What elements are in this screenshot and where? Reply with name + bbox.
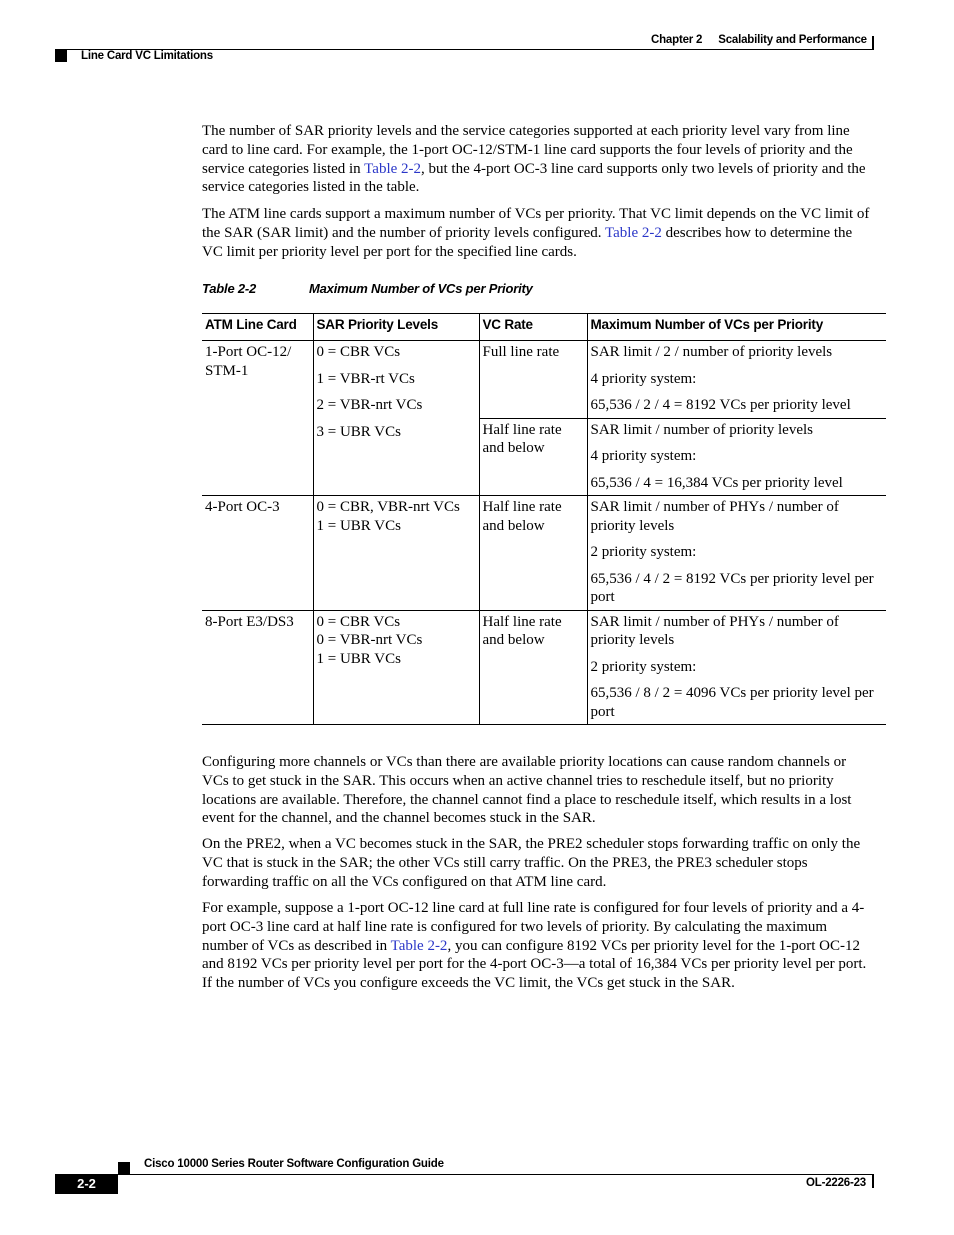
vc-rate-text: Half line rate (482, 421, 562, 438)
max-vcs-text: 65,536 / 4 = 16,384 VCs per priority level (590, 474, 843, 491)
priority-level: 0 = VBR-nrt VCs (316, 632, 423, 648)
table-row (202, 496, 886, 611)
max-vcs-text: 4 priority system: (590, 370, 697, 387)
paragraph-text: Configuring more channels or VCs than there are available priority locations can cause random channels or VCs to get stuck in the SAR. This occurs when an active channel tries to reschedule itself, but no priority locations are available. Therefore, the channel cannot find a place to reschedule itself, which results in a lost event for the channel, and the channel becomes stuck in the SAR. (202, 754, 852, 827)
table-body (202, 341, 886, 725)
cell-vc-rate (479, 496, 587, 611)
paragraph-text: describes how to determine the VC limit per priority level per port for the specified line cards. (202, 224, 853, 260)
cell-vc-rate (479, 610, 587, 725)
chapter-title: Scalability and Performance (718, 34, 867, 46)
header-square-marker (55, 50, 67, 62)
max-vcs-text: 4 priority system: (590, 448, 697, 464)
vc-priority-table (202, 313, 886, 725)
vc-rate-text: and below (482, 440, 545, 456)
max-vcs-text: SAR limit / number of PHYs / number of priority levels (590, 613, 839, 648)
priority-level: 1 = UBR VCs (316, 517, 401, 534)
paragraph-4 (202, 835, 874, 891)
paragraph-text: , you can configure 8192 VCs per priority level for the 1-port OC-12 and 8192 VCs per priority level per port for the 4-port OC-3—a total of 16,384 VCs per priority level per port. If the number of VCs you configure exceeds the VC limit, the VCs get stuck in the SAR. (202, 937, 867, 992)
cell-line-card (202, 341, 313, 496)
priority-level: 2 = VBR-nrt VCs (316, 397, 423, 413)
vc-rate-text: and below (482, 517, 545, 534)
priority-level: 0 = CBR VCs (316, 344, 401, 360)
footer-square-marker (118, 1162, 130, 1174)
paragraph-text: , but the 4-port OC-3 line card supports only two levels of priority and the service categories listed in the table. (202, 160, 866, 196)
max-vcs-text: 65,536 / 4 / 2 = 8192 VCs per priority level per port (590, 570, 874, 605)
cell-vc-rate (479, 341, 587, 419)
footer-guide-title: Cisco 10000 Series Router Software Configuration Guide (144, 1158, 444, 1170)
cell-max-vcs (587, 610, 886, 725)
header-sar-priority-levels: SAR Priority Levels (313, 314, 479, 341)
page-number: 2-2 (55, 1174, 118, 1194)
table-caption-number: Table 2-2 (202, 281, 257, 296)
table-row (202, 610, 886, 725)
priority-level: 0 = CBR VCs (316, 613, 401, 630)
table-2-2-link[interactable]: Table 2-2 (390, 937, 448, 954)
header-tick-mark (872, 36, 874, 50)
chapter-label: Chapter 2 (651, 34, 703, 46)
max-vcs-text: SAR limit / number of priority levels (590, 421, 813, 438)
paragraph-text: On the PRE2, when a VC becomes stuck in the SAR, the PRE2 scheduler stops forwarding traffic on only the VC that is stuck in the SAR; the other VCs still carry traffic. On the PRE3, the PRE3 scheduler stops forwarding traffic on all the VCs configured on that ATM line card. (202, 836, 861, 890)
paragraph-2 (202, 205, 874, 261)
max-vcs-text: 2 priority system: (590, 658, 697, 675)
paragraph-3 (202, 753, 874, 828)
cell-max-vcs (587, 496, 886, 611)
cell-line-card (202, 496, 313, 611)
max-vcs-text: SAR limit / 2 / number of priority levels (590, 344, 833, 360)
header-max-vcs-per-priority: Maximum Number of VCs per Priority (587, 314, 886, 341)
footer-rule (118, 1174, 874, 1175)
table-2-2-link[interactable]: Table 2-2 (364, 160, 422, 177)
vc-rate-text: Half line rate (482, 499, 562, 515)
priority-level: 1 = UBR VCs (316, 650, 401, 667)
header-atm-line-card: ATM Line Card (202, 314, 313, 341)
max-vcs-text: 65,536 / 2 / 4 = 8192 VCs per priority level (590, 397, 851, 413)
vc-rate-text: Half line rate (482, 613, 562, 630)
vc-rate-text: Full line rate (482, 344, 560, 360)
cell-priority-levels (313, 341, 479, 496)
cell-vc-rate (479, 418, 587, 496)
line-card-name: 4-Port OC-3 (205, 499, 280, 515)
paragraph-text: The ATM line cards support a maximum number of VCs per priority. That VC limit depends on the VC limit of the SAR (SAR limit) and the number of priority levels configured. (202, 206, 870, 241)
paragraph-1 (202, 122, 874, 197)
max-vcs-text: SAR limit / number of PHYs / number of priority levels (590, 499, 839, 534)
header-vc-rate: VC Rate (479, 314, 587, 341)
table-caption-title: Maximum Number of VCs per Priority (309, 281, 533, 296)
priority-level: 3 = UBR VCs (316, 423, 401, 440)
paragraph-text: For example, suppose a 1-port OC-12 line card at full line rate is configured for four levels of priority and a 4-port OC-3 line card at half line rate is configured for two levels of priority. By calculating the maximum number of VCs as described in (202, 900, 865, 954)
footer-tick-mark (872, 1175, 874, 1188)
table-caption (202, 281, 533, 296)
line-card-name: 8-Port E3/DS3 (205, 613, 294, 630)
cell-max-vcs (587, 418, 886, 496)
vc-rate-text: and below (482, 632, 545, 648)
cell-line-card (202, 610, 313, 725)
line-card-name: 1-Port OC-12/ (205, 344, 292, 360)
table-header-row (202, 314, 886, 341)
cell-priority-levels (313, 496, 479, 611)
table-row (202, 341, 886, 419)
paragraph-5 (202, 899, 874, 993)
running-header-chapter (651, 34, 867, 46)
line-card-name: STM-1 (205, 362, 249, 379)
footer-doc-number: OL-2226-23 (806, 1177, 867, 1189)
max-vcs-text: 2 priority system: (590, 544, 697, 560)
section-title: Line Card VC Limitations (81, 50, 213, 62)
cell-max-vcs (587, 341, 886, 419)
table-2-2-link[interactable]: Table 2-2 (605, 224, 662, 241)
paragraph-text: The number of SAR priority levels and the service categories supported at each priority level vary from line card to line card. For example, the 1-port OC-12/STM-1 line card supports the four levels of priority and the service categories listed in (202, 123, 853, 177)
priority-level: 1 = VBR-rt VCs (316, 370, 415, 387)
priority-level: 0 = CBR, VBR-nrt VCs (316, 499, 460, 515)
cell-priority-levels (313, 610, 479, 725)
max-vcs-text: 65,536 / 8 / 2 = 4096 VCs per priority level per port (590, 685, 874, 720)
